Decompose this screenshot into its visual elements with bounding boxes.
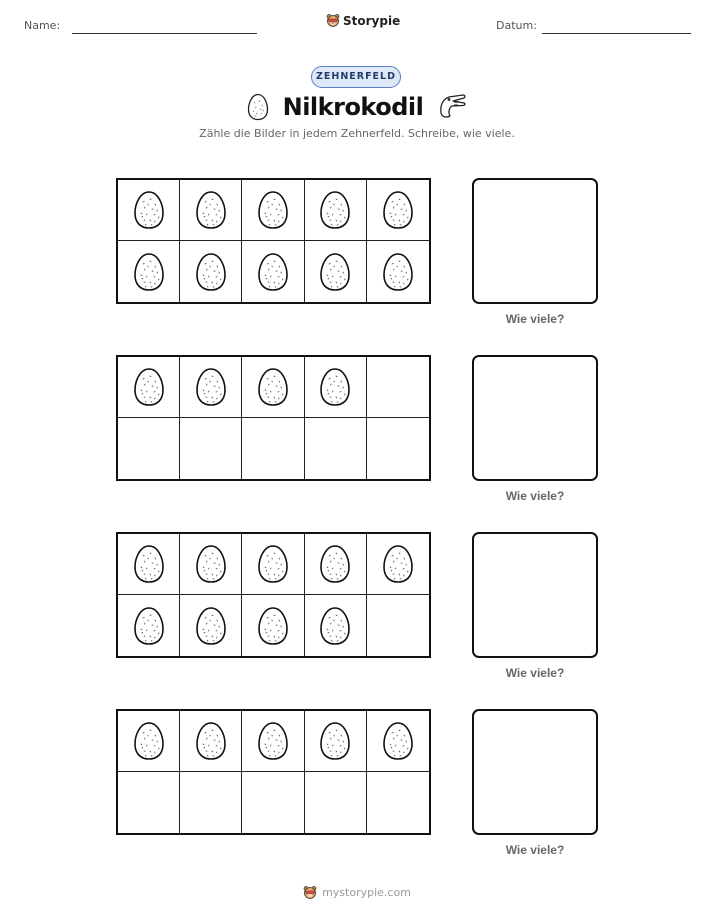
ten-frame-cell (367, 772, 429, 833)
ten-frame-cell (367, 711, 429, 772)
answer-label-4: Wie viele? (505, 843, 565, 857)
title-row (0, 93, 714, 121)
ten-frame-cell (180, 711, 242, 772)
ten-frame-cell (242, 357, 304, 418)
ten-frame-4 (116, 709, 431, 835)
egg-icon (382, 190, 414, 230)
egg-icon (319, 544, 351, 584)
ten-frame-cell (118, 711, 180, 772)
ten-frame-cell (305, 418, 367, 479)
ten-frame-cell (305, 711, 367, 772)
footer-url: mystorypie.com (322, 886, 411, 899)
ten-frame-cell (242, 241, 304, 302)
egg-icon (133, 606, 165, 646)
footer (0, 885, 714, 900)
ten-frame-cell (242, 418, 304, 479)
ten-frame-cell (180, 595, 242, 656)
crocodile-icon (437, 93, 467, 121)
ten-frame-3 (116, 532, 431, 658)
ten-frame-cell (305, 357, 367, 418)
egg-icon (195, 544, 227, 584)
egg-icon (195, 721, 227, 761)
ten-frame-cell (305, 241, 367, 302)
ten-frame-cell (242, 711, 304, 772)
ten-frame-cell (180, 772, 242, 833)
egg-icon (133, 721, 165, 761)
ten-frame-cell (305, 534, 367, 595)
egg-icon (195, 606, 227, 646)
bear-mascot-icon (326, 13, 340, 28)
egg-icon (319, 367, 351, 407)
answer-box-3[interactable] (472, 532, 598, 658)
ten-frame-cell (118, 418, 180, 479)
egg-icon (257, 252, 289, 292)
ten-frame-cell (118, 534, 180, 595)
egg-icon (257, 721, 289, 761)
ten-frame-cell (305, 180, 367, 241)
egg-icon (319, 606, 351, 646)
egg-icon (382, 252, 414, 292)
answer-box-1[interactable] (472, 178, 598, 304)
answer-label-3: Wie viele? (505, 666, 565, 680)
egg-icon (257, 367, 289, 407)
ten-frame-cell (242, 595, 304, 656)
ten-frame-cell (180, 180, 242, 241)
date-label: Datum: (496, 19, 537, 32)
egg-icon (247, 93, 269, 121)
ten-frame-cell (118, 180, 180, 241)
ten-frame-cell (367, 418, 429, 479)
date-field-line[interactable] (542, 33, 691, 34)
worksheet-type-badge: ZEHNERFELD (311, 66, 401, 88)
answer-label-1: Wie viele? (505, 312, 565, 326)
egg-icon (319, 190, 351, 230)
ten-frame-cell (367, 180, 429, 241)
answer-label-2: Wie viele? (505, 489, 565, 503)
egg-icon (257, 544, 289, 584)
egg-icon (195, 252, 227, 292)
ten-frame-cell (118, 357, 180, 418)
answer-box-2[interactable] (472, 355, 598, 481)
egg-icon (382, 544, 414, 584)
ten-frame-cell (367, 241, 429, 302)
ten-frame-cell (180, 534, 242, 595)
egg-icon (133, 252, 165, 292)
ten-frame-cell (118, 595, 180, 656)
egg-icon (319, 721, 351, 761)
brand-name: Storypie (343, 13, 401, 28)
egg-icon (319, 252, 351, 292)
ten-frame-cell (367, 357, 429, 418)
storypie-logo (326, 13, 400, 28)
egg-icon (133, 367, 165, 407)
egg-icon (195, 190, 227, 230)
name-field-line[interactable] (72, 33, 257, 34)
egg-icon (257, 606, 289, 646)
name-label: Name: (24, 19, 61, 32)
ten-frame-cell (305, 772, 367, 833)
bear-mascot-icon (303, 885, 317, 900)
egg-icon (195, 367, 227, 407)
ten-frame-cell (367, 595, 429, 656)
egg-icon (382, 721, 414, 761)
ten-frame-cell (242, 180, 304, 241)
ten-frame-cell (242, 534, 304, 595)
ten-frame-1 (116, 178, 431, 304)
ten-frame-cell (367, 534, 429, 595)
ten-frame-cell (180, 357, 242, 418)
ten-frame-cell (305, 595, 367, 656)
egg-icon (133, 190, 165, 230)
ten-frame-2 (116, 355, 431, 481)
ten-frame-cell (180, 241, 242, 302)
ten-frame-cell (118, 241, 180, 302)
page-title: Nilkrokodil (282, 93, 424, 121)
ten-frame-cell (180, 418, 242, 479)
instructions: Zähle die Bilder in jedem Zehnerfeld. Schreibe, wie viele. (199, 127, 515, 140)
ten-frame-cell (242, 772, 304, 833)
egg-icon (133, 544, 165, 584)
ten-frame-cell (118, 772, 180, 833)
answer-box-4[interactable] (472, 709, 598, 835)
egg-icon (257, 190, 289, 230)
